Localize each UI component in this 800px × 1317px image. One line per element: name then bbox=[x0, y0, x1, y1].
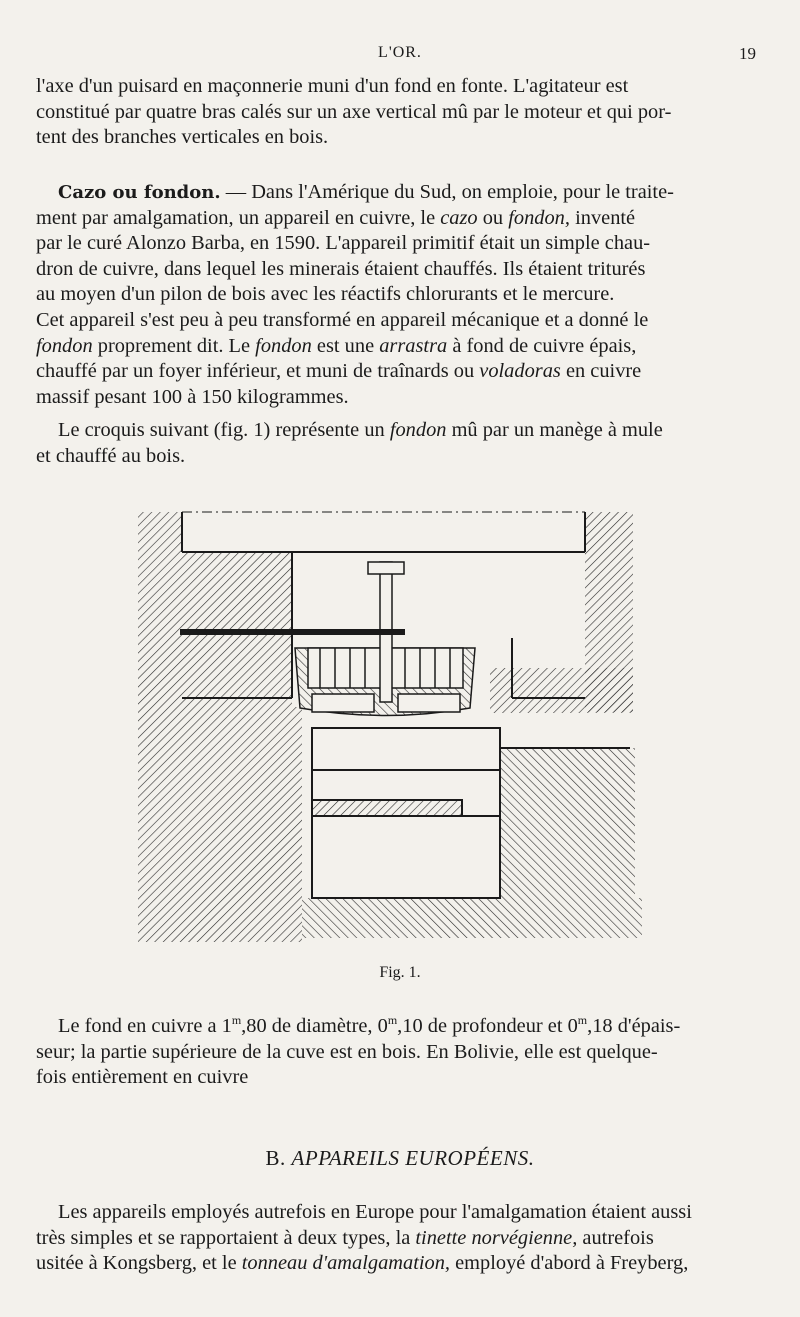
page-number: 19 bbox=[739, 44, 756, 63]
text-line bbox=[36, 359, 764, 385]
text-span: — Dans l'Amérique du Sud, on emploie, pour le traite- bbox=[220, 181, 674, 203]
text-span: usitée à Kongsberg, et le bbox=[36, 1252, 242, 1275]
text-span: mû par un manège à mule bbox=[446, 419, 663, 441]
text-span: autrefois bbox=[577, 1226, 654, 1249]
text-span: employé d'abord à Freyberg, bbox=[450, 1252, 689, 1275]
text-line: Les appareils employés autrefois en Europe pour l'amalgamation étaient aussi bbox=[58, 1201, 692, 1223]
text-line: au moyen d'un pilon de bois avec les réactifs chlorurants et le mercure. bbox=[36, 283, 615, 306]
italic-term: fondon bbox=[389, 419, 447, 441]
paragraph-4 bbox=[36, 1014, 764, 1091]
figure-caption: Fig. 1. bbox=[379, 964, 421, 981]
text-span: très simples et se rapportaient à deux types, la bbox=[36, 1226, 416, 1249]
text-span: chauffé par un foyer inférieur, et muni de traînards ou bbox=[36, 360, 480, 383]
text-line: par le curé Alonzo Barba, en 1590. L'appareil primitif était un simple chau- bbox=[36, 232, 651, 255]
unit-superscript: m bbox=[231, 1013, 242, 1028]
italic-term: fondon bbox=[255, 334, 312, 357]
text-line bbox=[36, 1251, 764, 1277]
text-span: ,18 d'épais- bbox=[587, 1015, 681, 1037]
italic-term: cazo bbox=[440, 206, 478, 229]
section-title: APPAREILS EUROPÉENS. bbox=[291, 1146, 535, 1170]
italic-term: arrastra bbox=[379, 334, 448, 357]
italic-term: fondon, bbox=[508, 206, 570, 229]
unit-superscript: m bbox=[387, 1013, 398, 1028]
text-line bbox=[36, 1226, 764, 1252]
text-line bbox=[36, 180, 764, 206]
text-line: massif pesant 100 à 150 kilogrammes. bbox=[36, 385, 349, 408]
text-line: fois entièrement en cuivre bbox=[36, 1066, 249, 1089]
text-span: Le fond en cuivre a 1 bbox=[58, 1015, 232, 1037]
text-span: Le croquis suivant (fig. 1) représente un bbox=[58, 419, 390, 441]
text-line: Cet appareil s'est peu à peu transformé en appareil mécanique et a donné le bbox=[36, 308, 649, 331]
text-span: inventé bbox=[569, 206, 636, 229]
text-line: dron de cuivre, dans lequel les minerais étaient chauffés. Ils étaient triturés bbox=[36, 257, 646, 280]
text-line bbox=[36, 1014, 764, 1040]
section-letter: B. bbox=[265, 1146, 292, 1170]
running-title: L'OR. bbox=[378, 44, 422, 61]
text-line: et chauffé au bois. bbox=[36, 444, 186, 467]
text-span: ment par amalgamation, un appareil en cuivre, le bbox=[36, 206, 441, 229]
text-span: ou bbox=[477, 206, 509, 229]
fondon-figure bbox=[130, 508, 660, 948]
paragraph-2 bbox=[36, 180, 764, 410]
text-span: est une bbox=[311, 334, 380, 357]
paragraph-5 bbox=[36, 1200, 764, 1277]
text-line: l'axe d'un puisard en maçonnerie muni d'un fond en fonte. L'agitateur est bbox=[36, 75, 629, 97]
section-heading bbox=[0, 1146, 800, 1171]
text-span: à fond de cuivre épais, bbox=[447, 334, 637, 357]
text-span: ,10 de profondeur et 0 bbox=[397, 1015, 578, 1037]
text-line bbox=[36, 206, 764, 232]
rubric-cazo-fondon: Cazo ou fondon. bbox=[58, 182, 221, 203]
text-line: seur; la partie supérieure de la cuve est en bois. En Bolivie, elle est quelque- bbox=[36, 1040, 658, 1063]
italic-term: fondon bbox=[36, 334, 93, 357]
paragraph-1 bbox=[36, 74, 764, 151]
text-span: ,80 de diamètre, 0 bbox=[241, 1015, 388, 1037]
text-span: proprement dit. Le bbox=[92, 334, 256, 357]
text-line: tent des branches verticales en bois. bbox=[36, 126, 329, 149]
italic-term: tinette norvégienne, bbox=[415, 1226, 578, 1249]
text-line bbox=[36, 334, 764, 360]
text-line: constitué par quatre bras calés sur un axe vertical mû par le moteur et qui por- bbox=[36, 100, 672, 123]
unit-superscript: m bbox=[577, 1013, 588, 1028]
italic-term: tonneau d'amalgamation, bbox=[241, 1252, 451, 1275]
italic-term: voladoras bbox=[479, 360, 561, 383]
text-line bbox=[36, 418, 764, 444]
page-header bbox=[0, 40, 800, 70]
text-span: en cuivre bbox=[560, 360, 642, 383]
paragraph-3 bbox=[36, 418, 764, 469]
